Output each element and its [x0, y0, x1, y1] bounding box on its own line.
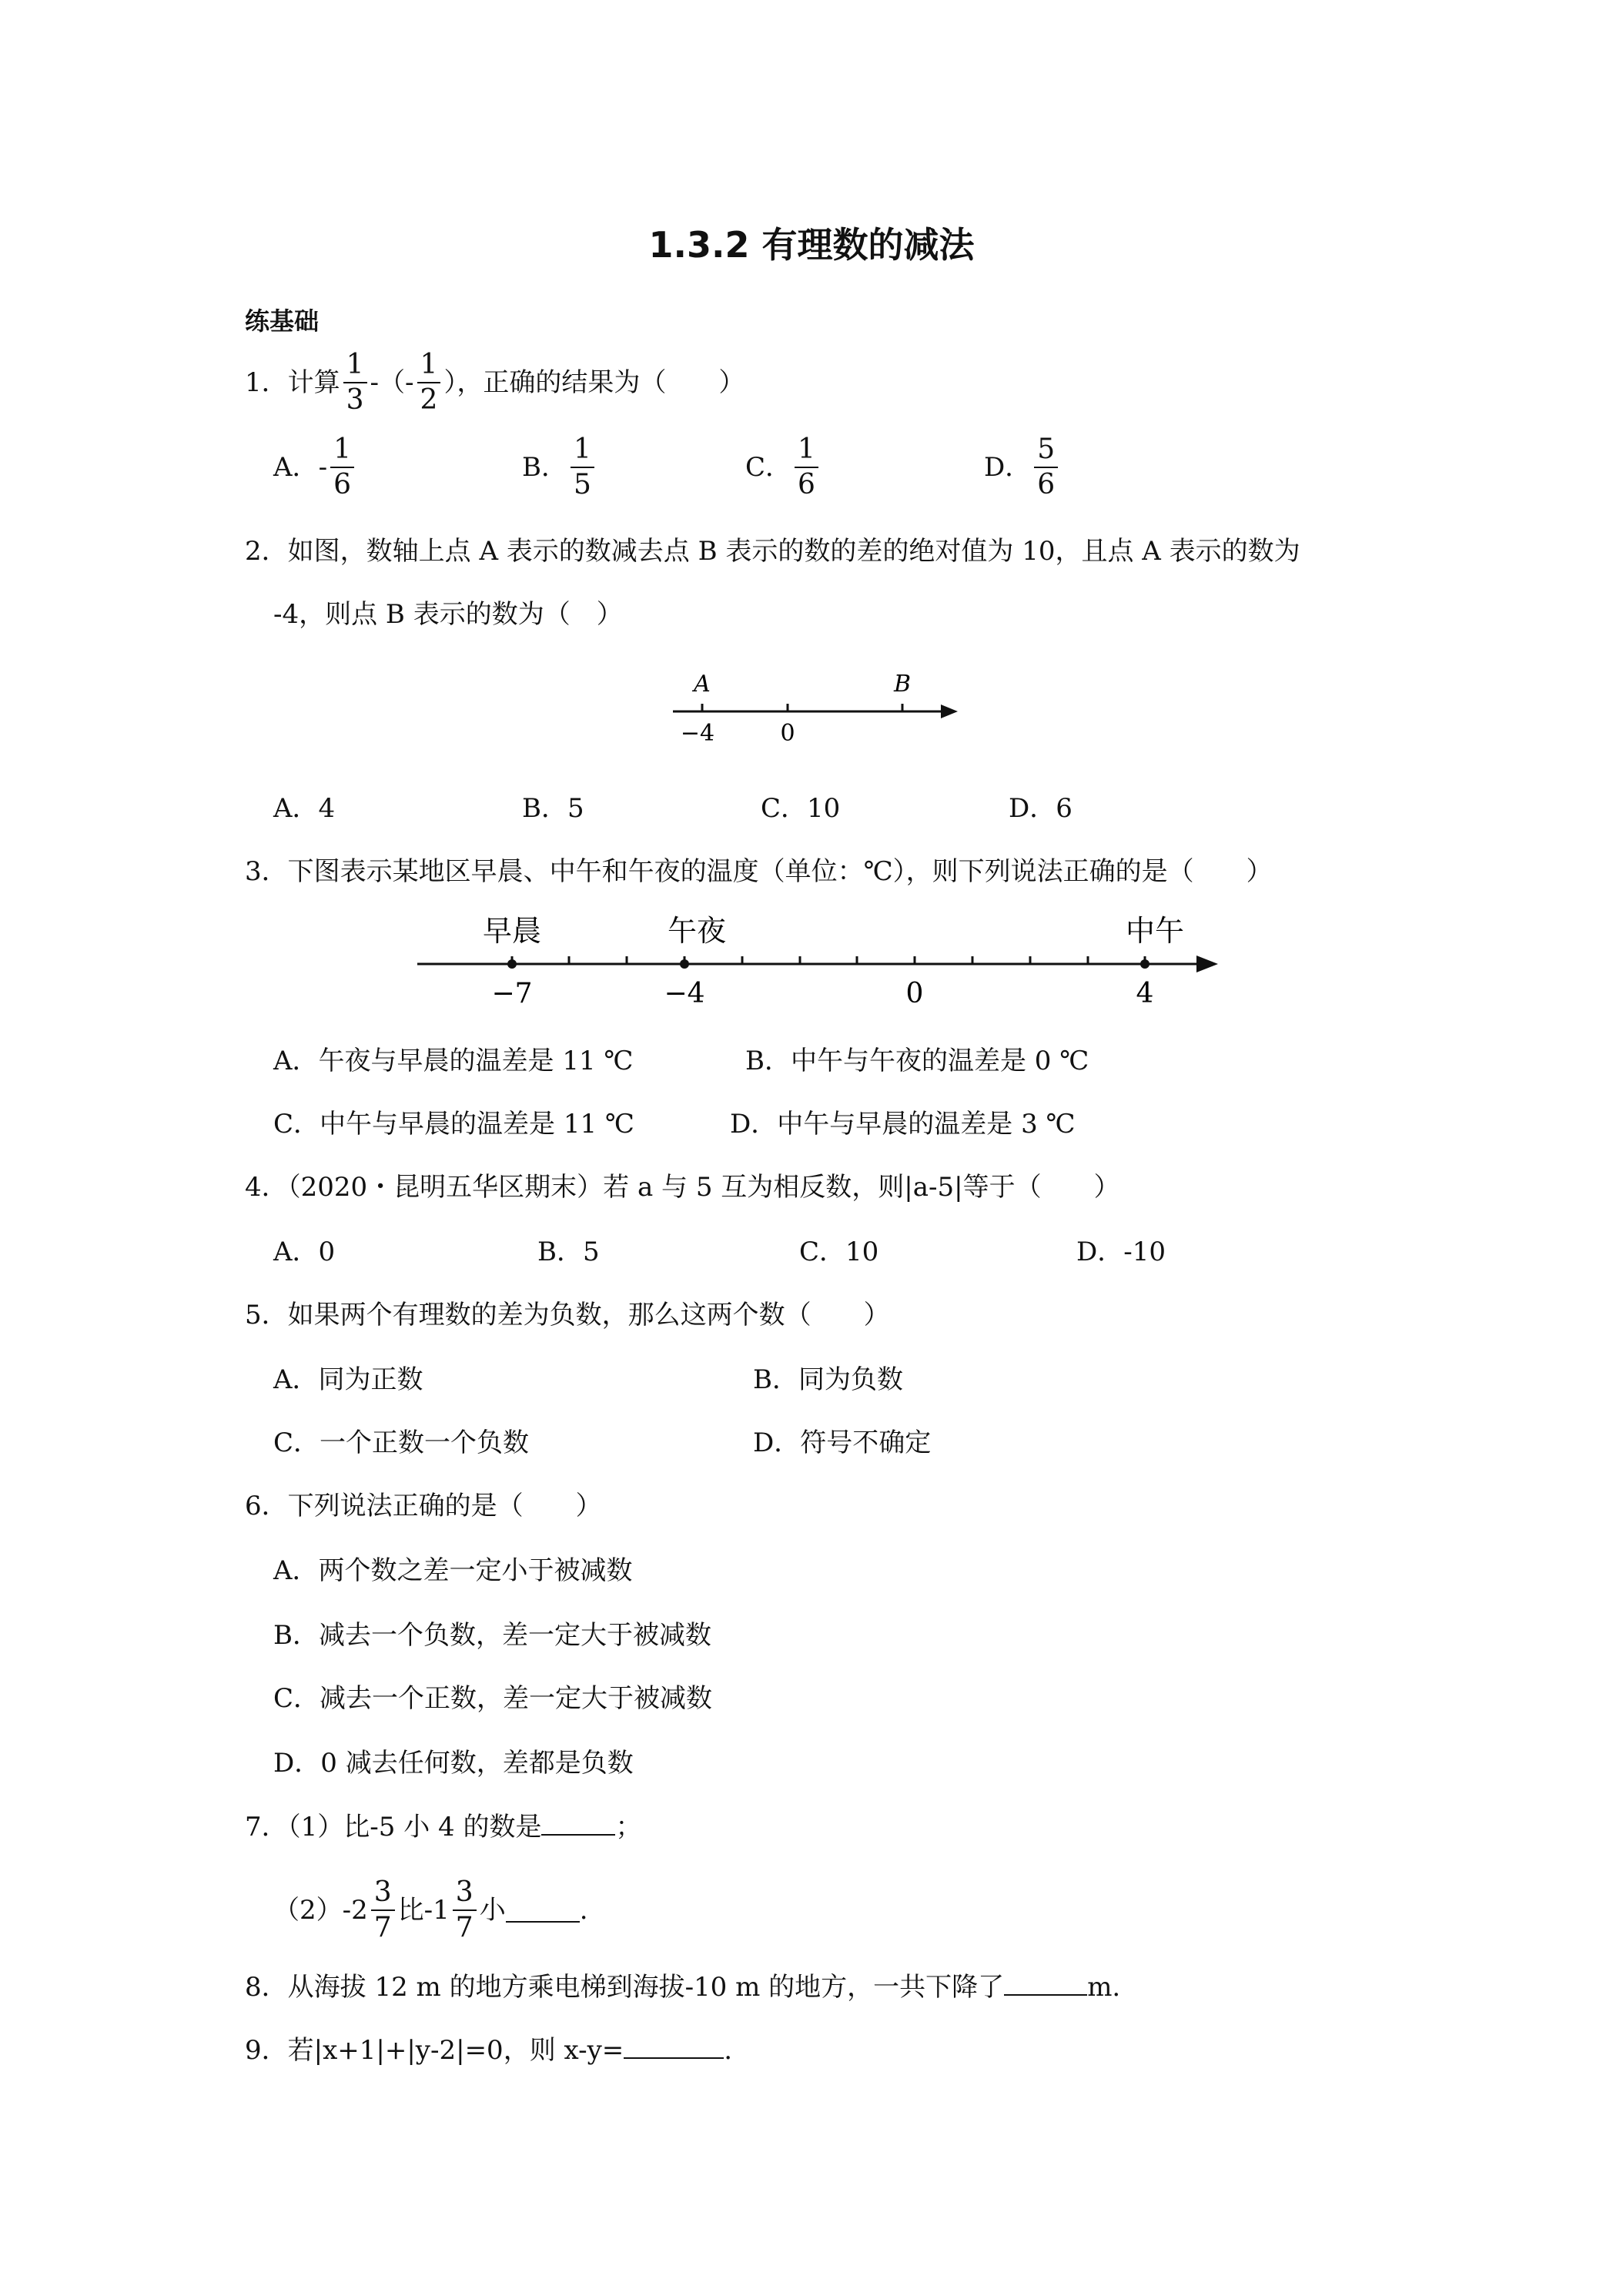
option-a: A． - $\frac{1}{6}$: [273, 436, 357, 499]
option-c: C．减去一个正数，差一定大于被减数: [273, 1683, 713, 1714]
option-d: D．符号不确定: [753, 1427, 932, 1458]
point-morning: [507, 959, 517, 969]
question-8: 8．从海拔 12 m 的地方乘电梯到海拔-10 m 的地方，一共下降了 m.: [245, 1972, 1121, 2003]
option-c: C．一个正数一个负数: [273, 1427, 530, 1458]
point-midnight: [680, 959, 689, 969]
question-text: （1）比-5 小 4 的数是: [287, 1812, 542, 1842]
question-number: 8．: [245, 1972, 288, 2003]
option-c: C．10: [799, 1237, 879, 1267]
option-d: D．中午与早晨的温差是 3 ℃: [730, 1109, 1076, 1140]
label-noon: 中午: [1125, 914, 1185, 948]
point-a-label: A: [694, 671, 711, 698]
answer-blank[interactable]: [624, 2034, 724, 2059]
option-a: A．两个数之差一定小于被减数: [273, 1555, 633, 1586]
question-number: 6．: [245, 1491, 288, 1521]
fraction: $\frac{3}{7}$: [453, 1879, 477, 1942]
option-a: A．0: [273, 1237, 336, 1267]
tick-label-zero: 0: [780, 720, 795, 747]
page-title: 1.3.2 有理数的减法: [648, 224, 975, 266]
tick-label-a: −4: [680, 720, 715, 747]
option-c: C．中午与早晨的温差是 11 ℃: [273, 1109, 634, 1140]
fraction: $\frac{1}{2}$: [417, 351, 441, 414]
number-line-q3: [408, 909, 1224, 1016]
tick-label: 0: [905, 978, 924, 1009]
question-number: 7．: [245, 1812, 288, 1842]
option-b: B． $\frac{1}{5}$: [522, 436, 597, 499]
question-number: 2．: [245, 536, 288, 567]
question-text: ），正确的结果为（ ）: [443, 367, 745, 398]
option-c: C．10: [761, 793, 841, 824]
option-b: B．5: [522, 793, 584, 824]
question-text: 如果两个有理数的差为负数，那么这两个数（ ）: [287, 1300, 890, 1330]
option-b: B．中午与午夜的温差是 0 ℃: [745, 1046, 1089, 1076]
fraction: $\frac{3}{7}$: [371, 1879, 395, 1942]
option-b: B．减去一个负数，差一定大于被减数: [273, 1620, 711, 1651]
question-6: [245, 1491, 602, 1521]
answer-blank[interactable]: [541, 1811, 615, 1836]
option-a: A．午夜与早晨的温差是 11 ℃: [273, 1046, 634, 1076]
question-number: 5．: [245, 1300, 288, 1330]
question-4: [245, 1172, 1120, 1203]
question-text: 下列说法正确的是（ ）: [287, 1491, 602, 1521]
option-d: D．6: [1009, 793, 1073, 824]
question-number: 3．: [245, 856, 288, 887]
question-number: 9．: [245, 2035, 288, 2066]
option-c: C． $\frac{1}{6}$: [745, 436, 822, 499]
option-a: A．同为正数: [273, 1364, 423, 1395]
fraction: $\frac{1}{3}$: [343, 351, 367, 414]
question-number: 1．: [245, 367, 288, 398]
answer-blank[interactable]: [506, 1898, 580, 1923]
point-noon: [1140, 959, 1149, 969]
tick-label: −7: [491, 978, 533, 1009]
question-text: 下图表示某地区早晨、中午和午夜的温度（单位：℃），则下列说法正确的是（ ）: [287, 856, 1273, 887]
question-2-line2: -4，则点 B 表示的数为（ ）: [273, 599, 623, 630]
answer-blank[interactable]: [1004, 1971, 1087, 1996]
option-b: B．同为负数: [753, 1364, 903, 1395]
question-number: 4．: [245, 1172, 288, 1203]
question-7-part-2: （2）-2 $\frac{3}{7}$ 比-1 $\frac{3}{7}$ 小 .: [273, 1876, 588, 1943]
axis-arrow: [941, 705, 958, 718]
question-3: [245, 856, 1273, 887]
question-text: 从海拔 12 m 的地方乘电梯到海拔-10 m 的地方，一共下降了: [287, 1972, 1005, 2003]
question-5: [245, 1300, 890, 1330]
question-text: -（-: [370, 367, 414, 398]
option-a: A．4: [273, 793, 336, 824]
question-7: 7．（1）比-5 小 4 的数是 ；: [245, 1812, 642, 1842]
point-b-label: B: [893, 671, 912, 698]
question-text: 计算: [287, 367, 340, 398]
question-text: 若|x+1|+|y-2|=0，则 x-y=: [287, 2035, 624, 2066]
label-morning: 早晨: [482, 914, 542, 948]
number-line-q2: [662, 662, 970, 755]
question-2: [245, 536, 1300, 567]
option-d: D．0 减去任何数，差都是负数: [273, 1748, 634, 1779]
option-b: B．5: [537, 1237, 600, 1267]
option-d: D．-10: [1076, 1237, 1166, 1267]
section-heading: 练基础: [245, 306, 320, 336]
question-9: 9．若|x+1|+|y-2|=0，则 x-y= .: [245, 2035, 733, 2066]
option-d: D． $\frac{5}{6}$: [984, 436, 1061, 499]
question-text: 如图，数轴上点 A 表示的数减去点 B 表示的数的差的绝对值为 10，且点 A 表示的数为: [287, 536, 1300, 567]
label-midnight: 午夜: [667, 914, 727, 948]
tick-label: 4: [1136, 978, 1154, 1009]
question-text: （2020・昆明五华区期末）若 a 与 5 互为相反数，则|a-5|等于（ ）: [287, 1172, 1120, 1203]
axis-arrow: [1196, 956, 1218, 972]
question-1: [245, 351, 745, 414]
tick-label: −4: [664, 978, 705, 1009]
